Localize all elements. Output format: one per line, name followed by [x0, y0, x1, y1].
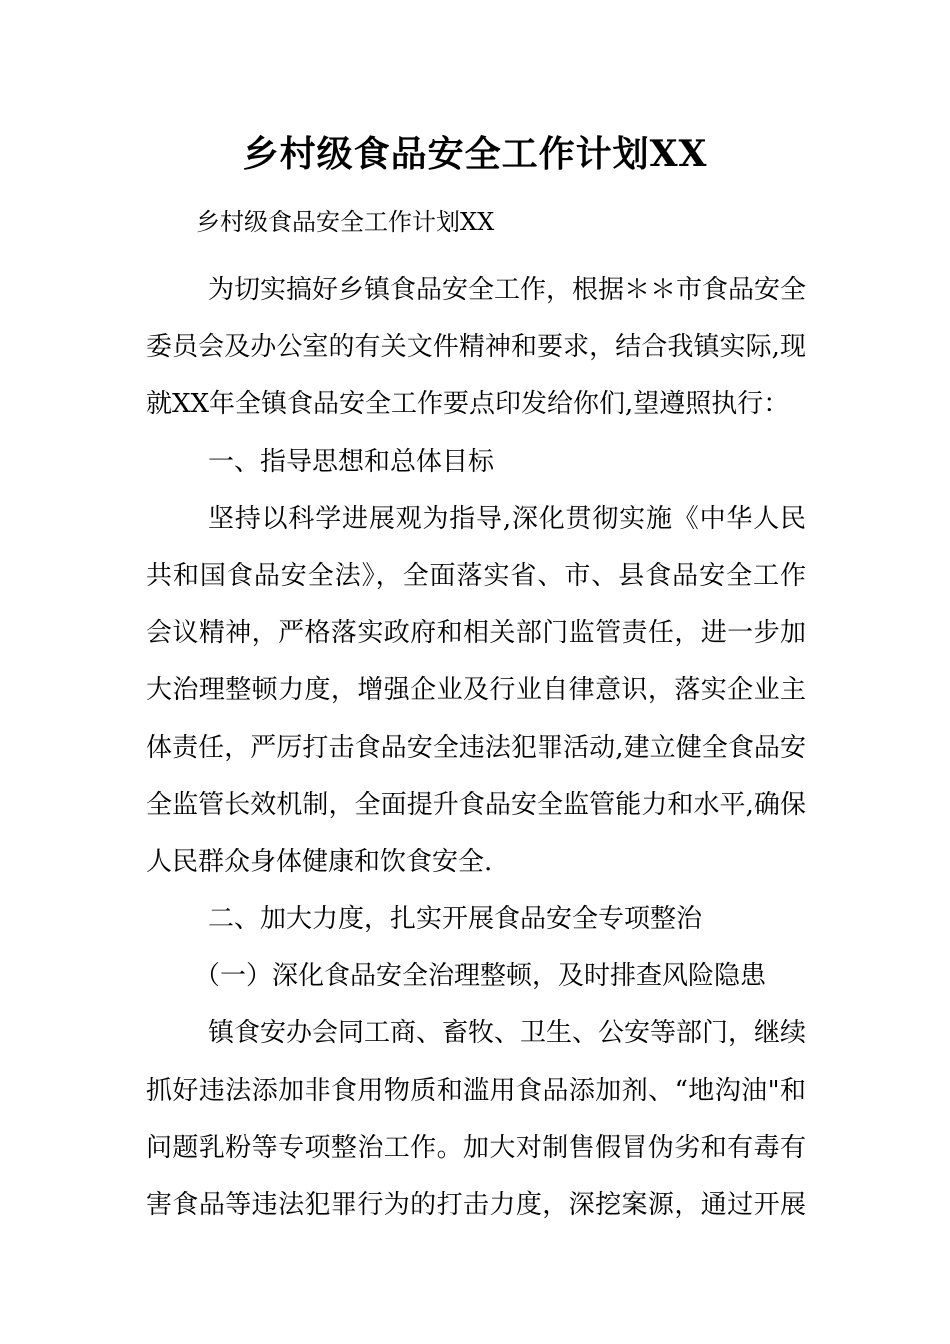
section-heading: 一、指导思想和总体目标: [208, 446, 495, 477]
paragraph-line: 镇食安办会同工商、畜牧、卫生、公安等部门，继续: [208, 1018, 807, 1049]
paragraph-line: 人民群众身体健康和饮食安全.: [146, 846, 493, 877]
paragraph-line: 为切实搞好乡镇食品安全工作，根据＊＊市食品安全: [208, 275, 807, 305]
paragraph-line: 体责任，严厉打击食品安全违法犯罪活动,建立健全食品安: [146, 732, 806, 763]
paragraph-line: 委员会及办公室的有关文件精神和要求，结合我镇实际,现: [146, 332, 806, 363]
paragraph-line: 坚持以科学进展观为指导,深化贯彻实施《中华人民: [208, 503, 806, 534]
document-title: 乡村级食品安全工作计划XX: [242, 133, 708, 175]
paragraph-line: 害食品等违法犯罪行为的打击力度，深挖案源，通过开展: [146, 1190, 806, 1220]
paragraph-line: 共和国食品安全法》，全面落实省、市、县食品安全工作: [146, 560, 806, 591]
paragraph-line: 抓好违法添加非食用物质和滥用食品添加剂、“地沟油"和: [146, 1075, 806, 1106]
paragraph-line: 就XX年全镇食品安全工作要点印发给你们,望遵照执行：: [146, 389, 790, 420]
subsection-heading: （一）深化食品安全治理整顿，及时排查风险隐患: [194, 961, 767, 992]
paragraph-line: 会议精神，严格落实政府和相关部门监管责任，进一步加: [146, 618, 806, 649]
paragraph-line: 大治理整顿力度，增强企业及行业自律意识，落实企业主: [146, 675, 806, 706]
paragraph-line: 全监管长效机制，全面提升食品安全监管能力和水平,确保: [146, 789, 806, 820]
document-subtitle: 乡村级食品安全工作计划XX: [196, 208, 495, 236]
paragraph-line: 问题乳粉等专项整治工作。加大对制售假冒伪劣和有毒有: [146, 1132, 806, 1163]
section-heading: 二、加大力度，扎实开展食品安全专项整治: [208, 904, 703, 935]
document-body: [146, 262, 806, 1234]
